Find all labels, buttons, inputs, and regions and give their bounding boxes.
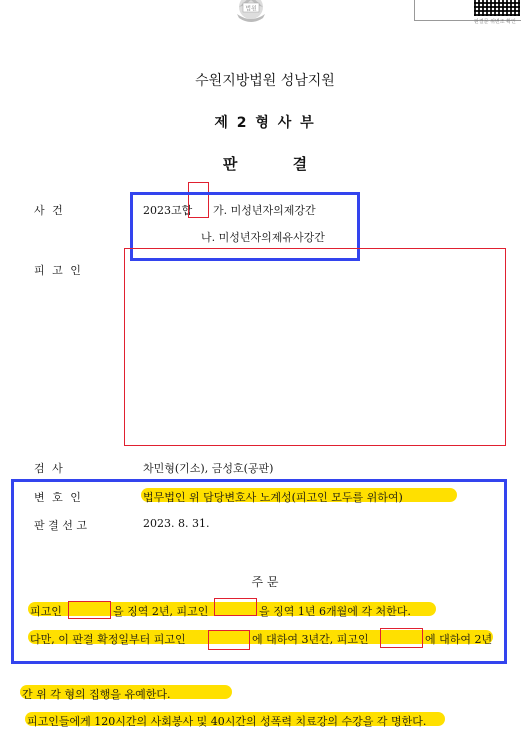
qr-code [474,0,520,16]
verdict-date-value: 2023. 8. 31. [143,517,210,530]
court-name: 수원지방법원 성남지원 [195,73,335,89]
defendants-label: 피 고 인 [34,264,81,277]
order-heading: 주 문 [251,575,279,589]
department: 제 2 형 사 부 [214,115,316,131]
case-number: 2023고합 [143,204,193,217]
order-line4: 피고인들에게 120시간의 사회봉사 및 40시간의 성폭력 치료강의 수강을 각 명한다. [27,715,427,728]
charge-a: 가. 미성년자의제강간 [213,204,316,217]
order-line2-c: 에 대하여 2년 [425,633,493,646]
order-line2-a: 다만, 이 판결 확정일부터 피고인 [30,633,186,646]
prosecutors-value: 차민형(기소), 금성호(공판) [143,462,274,475]
qr-caption: 판결문 위변조 확인 [474,19,516,25]
order-line1-b: 을 징역 2년, 피고인 [113,605,209,618]
order-line1-a: 피고인 [30,605,62,618]
court-emblem-icon [232,0,270,24]
prosecutors-label: 검 사 [34,462,63,475]
order-line2-b: 에 대하여 3년간, 피고인 [252,633,369,646]
counsel-value: 법무법인 위 담당변호사 노계성(피고인 모두를 위하여) [143,491,403,504]
order-line3: 간 위 각 형의 집행을 유예한다. [22,688,171,701]
emblem-text: 법원 [245,5,257,13]
order-annotation-box [11,479,507,664]
counsel-label: 변 호 인 [34,491,81,504]
case-label: 사 건 [34,204,63,217]
verdict-date-label: 판 결 선 고 [34,519,87,532]
defendants-redaction [124,248,506,446]
charge-b: 나. 미성년자의제유사강간 [201,231,325,244]
order-line1-c: 을 징역 1년 6개월에 각 처한다. [259,605,411,618]
document-title: 판 결 [222,155,308,173]
